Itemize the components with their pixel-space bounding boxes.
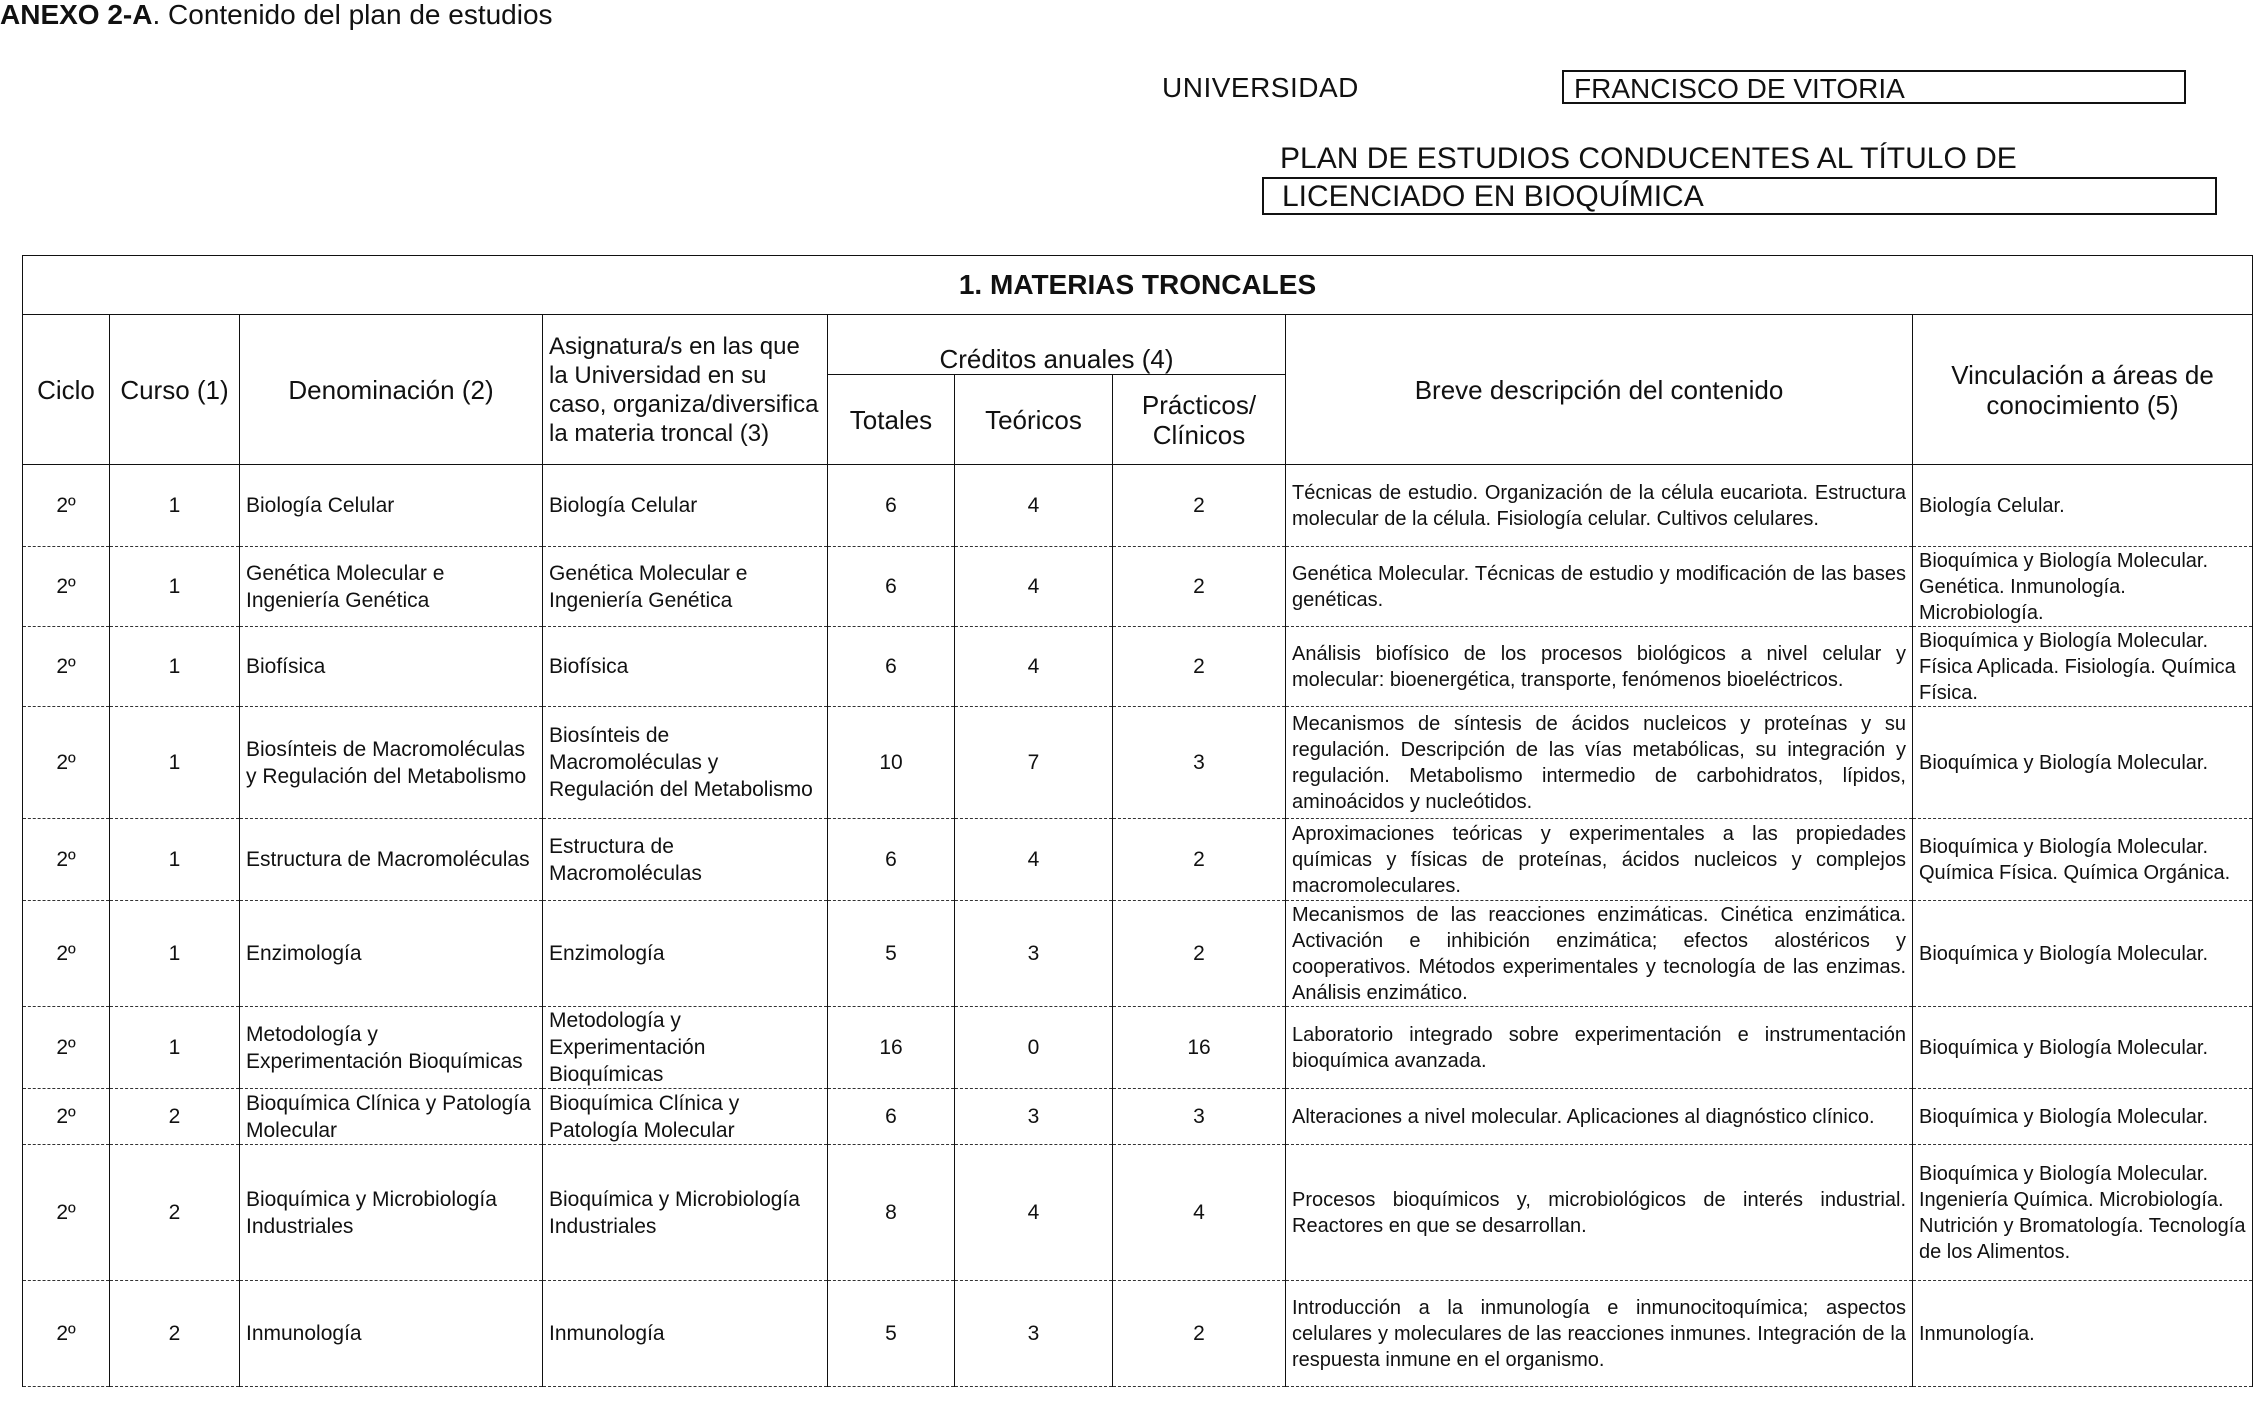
cell-practicos: 3 <box>1113 707 1286 819</box>
cell-areas: Bioquímica y Biología Molecular. <box>1913 901 2253 1007</box>
header-teoricos: Teóricos <box>955 375 1113 465</box>
header-asignatura: Asignatura/s en las que la Universidad en su caso, organiza/diversifica la materia troncal (3) <box>543 315 828 465</box>
cell-practicos: 3 <box>1113 1089 1286 1145</box>
cell-totales: 5 <box>828 901 955 1007</box>
cell-descripcion: Aproximaciones teóricas y experimentales a las propiedades químicas y físicas de proteínas, ácidos nucleicos y complejos macromoleculares. <box>1286 819 1913 901</box>
table-row <box>23 819 2253 901</box>
cell-descripcion: Técnicas de estudio. Organización de la célula eucariota. Estructura molecular de la célula. Fisiología celular. Cultivos celulares. <box>1286 465 1913 547</box>
annex-number: ANEXO 2-A <box>0 0 153 30</box>
cell-teoricos: 4 <box>955 1145 1113 1281</box>
header-totales: Totales <box>828 375 955 465</box>
cell-ciclo: 2º <box>23 1145 110 1281</box>
cell-denominacion: Enzimología <box>240 901 543 1007</box>
cell-curso: 1 <box>110 1007 240 1089</box>
cell-teoricos: 7 <box>955 707 1113 819</box>
cell-curso: 2 <box>110 1145 240 1281</box>
cell-denominacion: Bioquímica y Microbiología Industriales <box>240 1145 543 1281</box>
cell-totales: 6 <box>828 627 955 707</box>
cell-practicos: 2 <box>1113 819 1286 901</box>
header-vinculacion: Vinculación a áreas de conocimiento (5) <box>1913 315 2253 465</box>
cell-teoricos: 4 <box>955 465 1113 547</box>
cell-ciclo: 2º <box>23 1089 110 1145</box>
cell-asignatura: Genética Molecular e Ingeniería Genética <box>543 547 828 627</box>
cell-descripcion: Laboratorio integrado sobre experimentación e instrumentación bioquímica avanzada. <box>1286 1007 1913 1089</box>
header-creditos: Créditos anuales (4) <box>828 315 1286 375</box>
cell-teoricos: 4 <box>955 819 1113 901</box>
table-row <box>23 1089 2253 1145</box>
cell-teoricos: 4 <box>955 627 1113 707</box>
cell-denominacion: Bioquímica Clínica y Patología Molecular <box>240 1089 543 1145</box>
cell-totales: 6 <box>828 465 955 547</box>
cell-descripcion: Genética Molecular. Técnicas de estudio y modificación de las bases genéticas. <box>1286 547 1913 627</box>
header-curso: Curso (1) <box>110 315 240 465</box>
cell-denominacion: Inmunología <box>240 1281 543 1387</box>
cell-descripcion: Procesos bioquímicos y, microbiológicos de interés industrial. Reactores en que se desarrollan. <box>1286 1145 1913 1281</box>
cell-practicos: 2 <box>1113 547 1286 627</box>
cell-denominacion: Genética Molecular e Ingeniería Genética <box>240 547 543 627</box>
cell-practicos: 16 <box>1113 1007 1286 1089</box>
cell-areas: Bioquímica y Biología Molecular. Química Física. Química Orgánica. <box>1913 819 2253 901</box>
cell-teoricos: 3 <box>955 1089 1113 1145</box>
cell-practicos: 2 <box>1113 901 1286 1007</box>
cell-areas: Bioquímica y Biología Molecular. <box>1913 707 2253 819</box>
table-row <box>23 1007 2253 1089</box>
cell-denominacion: Metodología y Experimentación Bioquímicas <box>240 1007 543 1089</box>
cell-curso: 1 <box>110 901 240 1007</box>
cell-curso: 1 <box>110 707 240 819</box>
cell-curso: 1 <box>110 465 240 547</box>
cell-totales: 6 <box>828 819 955 901</box>
cell-totales: 8 <box>828 1145 955 1281</box>
table-row <box>23 901 2253 1007</box>
cell-ciclo: 2º <box>23 819 110 901</box>
cell-curso: 1 <box>110 819 240 901</box>
cell-asignatura: Biología Celular <box>543 465 828 547</box>
cell-asignatura: Enzimología <box>543 901 828 1007</box>
cell-teoricos: 0 <box>955 1007 1113 1089</box>
cell-areas: Bioquímica y Biología Molecular. <box>1913 1007 2253 1089</box>
university-field: FRANCISCO DE VITORIA <box>1562 70 2186 104</box>
table-title: 1. MATERIAS TRONCALES <box>23 256 2253 315</box>
cell-ciclo: 2º <box>23 1281 110 1387</box>
header-ciclo: Ciclo <box>23 315 110 465</box>
cell-curso: 1 <box>110 627 240 707</box>
cell-curso: 1 <box>110 547 240 627</box>
cell-asignatura: Biofísica <box>543 627 828 707</box>
table-row <box>23 707 2253 819</box>
cell-denominacion: Biología Celular <box>240 465 543 547</box>
cell-areas: Bioquímica y Biología Molecular. <box>1913 1089 2253 1145</box>
table-row <box>23 627 2253 707</box>
annex-heading <box>0 0 553 30</box>
cell-curso: 2 <box>110 1089 240 1145</box>
cell-totales: 6 <box>828 547 955 627</box>
header-descripcion: Breve descripción del contenido <box>1286 315 1913 465</box>
cell-areas: Bioquímica y Biología Molecular. Física Aplicada. Fisiología. Química Física. <box>1913 627 2253 707</box>
cell-totales: 5 <box>828 1281 955 1387</box>
cell-asignatura: Bioquímica y Microbiología Industriales <box>543 1145 828 1281</box>
cell-practicos: 2 <box>1113 465 1286 547</box>
cell-areas: Bioquímica y Biología Molecular. Ingeniería Química. Microbiología. Nutrición y Bromatología. Tecnología de los Alimentos. <box>1913 1145 2253 1281</box>
table-row <box>23 1145 2253 1281</box>
cell-totales: 10 <box>828 707 955 819</box>
cell-denominacion: Biosínteis de Macromoléculas y Regulación del Metabolismo <box>240 707 543 819</box>
materias-troncales-table <box>22 255 2253 1387</box>
cell-descripcion: Análisis biofísico de los procesos biológicos a nivel celular y molecular: bioenergética, transporte, fenómenos bioeléctricos. <box>1286 627 1913 707</box>
cell-teoricos: 4 <box>955 547 1113 627</box>
cell-asignatura: Metodología y Experimentación Bioquímicas <box>543 1007 828 1089</box>
cell-practicos: 4 <box>1113 1145 1286 1281</box>
cell-areas: Biología Celular. <box>1913 465 2253 547</box>
cell-teoricos: 3 <box>955 901 1113 1007</box>
cell-teoricos: 3 <box>955 1281 1113 1387</box>
degree-title-field: LICENCIADO EN BIOQUÍMICA <box>1262 177 2217 215</box>
table-row <box>23 465 2253 547</box>
cell-curso: 2 <box>110 1281 240 1387</box>
university-label: UNIVERSIDAD <box>1162 72 1359 103</box>
cell-descripcion: Introducción a la inmunología e inmunocitoquímica; aspectos celulares y moleculares de las reacciones inmunes. Integración de la respuesta inmune en el organismo. <box>1286 1281 1913 1387</box>
header-practicos: Prácticos/ Clínicos <box>1113 375 1286 465</box>
cell-ciclo: 2º <box>23 707 110 819</box>
cell-areas: Inmunología. <box>1913 1281 2253 1387</box>
cell-descripcion: Mecanismos de síntesis de ácidos nucleicos y proteínas y su regulación. Descripción de las vías metabólicas, su integración y regulación. Metabolismo intermedio de carbohidratos, lípidos, aminoácidos y nucleótidos. <box>1286 707 1913 819</box>
cell-ciclo: 2º <box>23 627 110 707</box>
cell-asignatura: Biosínteis de Macromoléculas y Regulación del Metabolismo <box>543 707 828 819</box>
cell-ciclo: 2º <box>23 901 110 1007</box>
annex-title: . Contenido del plan de estudios <box>152 0 553 30</box>
header-denominacion: Denominación (2) <box>240 315 543 465</box>
cell-areas: Bioquímica y Biología Molecular. Genética. Inmunología. Microbiología. <box>1913 547 2253 627</box>
cell-totales: 16 <box>828 1007 955 1089</box>
plan-label: PLAN DE ESTUDIOS CONDUCENTES AL TÍTULO DE <box>1280 142 2017 175</box>
table-row <box>23 1281 2253 1387</box>
cell-totales: 6 <box>828 1089 955 1145</box>
cell-descripcion: Alteraciones a nivel molecular. Aplicaciones al diagnóstico clínico. <box>1286 1089 1913 1145</box>
cell-denominacion: Biofísica <box>240 627 543 707</box>
cell-asignatura: Inmunología <box>543 1281 828 1387</box>
cell-practicos: 2 <box>1113 627 1286 707</box>
cell-practicos: 2 <box>1113 1281 1286 1387</box>
table-row <box>23 547 2253 627</box>
cell-asignatura: Estructura de Macromoléculas <box>543 819 828 901</box>
cell-ciclo: 2º <box>23 465 110 547</box>
cell-ciclo: 2º <box>23 1007 110 1089</box>
cell-descripcion: Mecanismos de las reacciones enzimáticas. Cinética enzimática. Activación e inhibición enzimática; efectos alostéricos y cooperativos. Métodos experimentales y tecnología de las enzimas. Análisis enzimático. <box>1286 901 1913 1007</box>
cell-asignatura: Bioquímica Clínica y Patología Molecular <box>543 1089 828 1145</box>
cell-denominacion: Estructura de Macromoléculas <box>240 819 543 901</box>
cell-ciclo: 2º <box>23 547 110 627</box>
